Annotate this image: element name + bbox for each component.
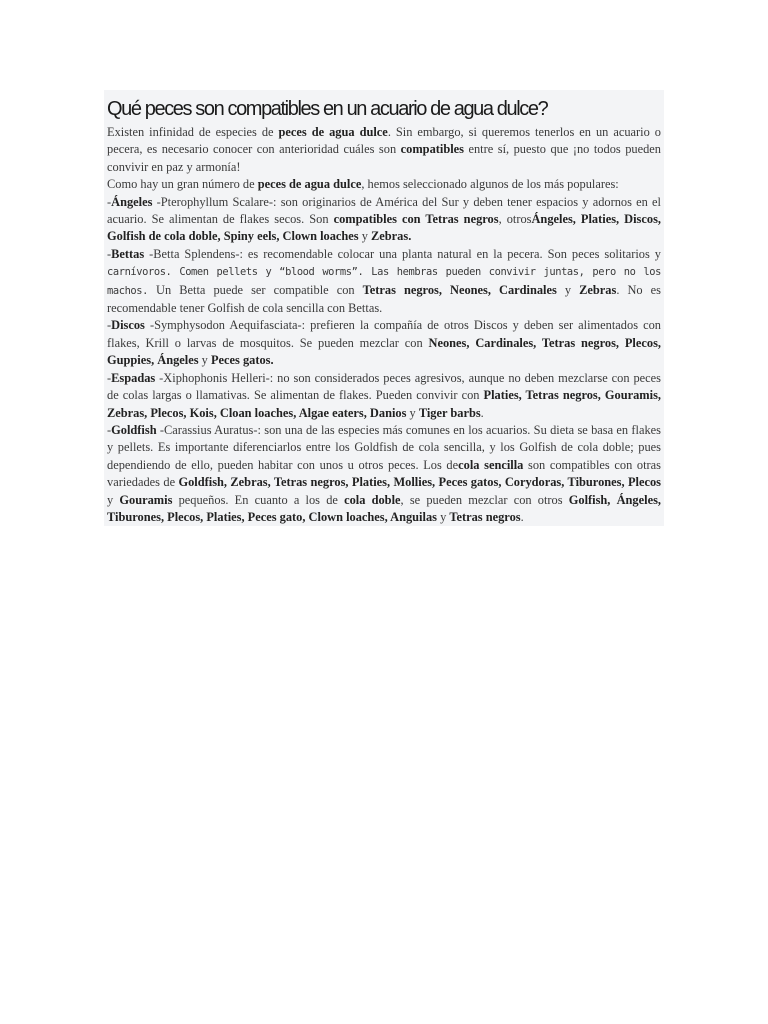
text-run: y bbox=[358, 229, 372, 244]
text-run: . bbox=[520, 509, 524, 524]
bold-text: Zebras. bbox=[371, 229, 412, 244]
bold-text: Peces gatos. bbox=[210, 353, 274, 368]
text-run: y bbox=[556, 282, 580, 297]
species-name: Ángeles bbox=[111, 194, 153, 209]
species-discos bbox=[107, 317, 661, 369]
text-run: son compatibles con otras variedades de bbox=[107, 457, 662, 490]
mono-text-run: carnívoros. Comen pellets y “blood worms”. Las hembras pueden convivir juntas, pero no los machos. bbox=[107, 266, 661, 297]
bold-text: Goldfish, Zebras, Tetras negros, Platies, Mollies, Peces gatos, Corydoras, Tiburones, Plecos bbox=[178, 475, 661, 490]
bold-text: cola doble bbox=[344, 492, 401, 507]
text-run: -Betta Splendens-: es recomendable colocar una planta natural en la pecera. Son peces solitarios y bbox=[144, 246, 661, 261]
species-name: Discos bbox=[111, 318, 145, 333]
bold-text: peces de agua dulce bbox=[257, 177, 362, 192]
bold-text: Tetras negros bbox=[449, 509, 521, 524]
dash: - bbox=[107, 318, 112, 333]
bold-text: Gouramis bbox=[119, 492, 173, 507]
species-name: Bettas bbox=[111, 246, 145, 261]
text-run: y bbox=[406, 405, 419, 420]
text-run: Como hay un gran número de bbox=[107, 177, 258, 192]
bold-text: Neones, Cardinales, Tetras negros, Plecos, Guppies, Ángeles bbox=[107, 335, 661, 368]
bold-text: cola sencilla bbox=[458, 457, 524, 472]
selection-paragraph bbox=[107, 176, 661, 193]
species-name: Goldfish bbox=[111, 422, 157, 437]
text-run: y bbox=[436, 509, 450, 524]
text-run: -Xiphophonis Helleri-: no son considerados peces agresivos, aunque no deben mezclarse con peces de colas largas o llamativas. Se alimentan de flakes. Pueden convivir con bbox=[107, 370, 661, 403]
text-run: y bbox=[198, 353, 211, 368]
text-run: . No es recomendable tener Golfish de cola sencilla con Bettas. bbox=[107, 282, 661, 316]
bold-text: Ángeles, Platies, Discos, Golfish de cola doble, Spiny eels, Clown loaches bbox=[107, 212, 661, 244]
text-run: , hemos seleccionado algunos de los más populares: bbox=[361, 177, 619, 192]
text-run: -Carassius Auratus-: son una de las especies más comunes en los acuarios. Su dieta se basa en flakes y pellets. Es importante diferenciarlos entre los Goldfish de cola sencilla, y los Golfish de cola doble; pues dependiendo de ello, pueden habitar con unos u otros peces. Los de bbox=[107, 422, 661, 472]
text-run: . bbox=[480, 405, 484, 420]
text-run: Existen infinidad de especies de bbox=[107, 125, 279, 139]
bold-text: compatibles con Tetras negros bbox=[333, 212, 499, 227]
species-bettas bbox=[107, 246, 661, 318]
dash: - bbox=[107, 422, 112, 437]
text-run: Un Betta puede ser compatible con bbox=[148, 282, 363, 297]
dash: - bbox=[107, 246, 112, 261]
bold-text: Tetras negros, Neones, Cardinales bbox=[362, 282, 557, 297]
document-page bbox=[104, 90, 664, 526]
text-run: pequeños. En cuanto a los de bbox=[172, 492, 345, 507]
text-run: , se pueden mezclar con otros bbox=[400, 492, 569, 507]
text-run: -Symphysodon Aequifasciata-: prefieren la compañía de otros Discos y deben ser alimentados con flakes, Krill o larvas de mosquitos. Se pueden mezclar con bbox=[107, 318, 661, 350]
bold-text: Platies, Tetras negros, Gouramis, Zebras, Plecos, Kois, Cloan loaches, Algae eaters, Danios bbox=[107, 388, 661, 420]
dash: - bbox=[107, 370, 112, 385]
species-name: Espadas bbox=[111, 370, 156, 385]
page-title: Qué peces son compatibles en un acuario de agua dulce? bbox=[107, 98, 548, 120]
text-run: , otros bbox=[498, 212, 532, 227]
bold-text: Tiger barbs bbox=[418, 405, 481, 420]
text-run: entre sí, puesto que ¡no todos pueden convivir en paz y armonía! bbox=[107, 142, 661, 174]
text-run: . Sin embargo, si queremos tenerlos en un acuario o pecera, es necesario conocer con anterioridad cuáles son bbox=[107, 125, 661, 157]
bold-text: Golfish, Ángeles, Tiburones, Plecos, Platies, Peces gato, Clown loaches, Anguilas bbox=[107, 492, 661, 524]
bold-text: compatibles bbox=[400, 142, 464, 157]
species-espadas bbox=[107, 370, 661, 422]
intro-paragraph bbox=[107, 124, 661, 176]
bold-text: Zebras bbox=[579, 282, 617, 297]
dash: - bbox=[107, 194, 112, 209]
article-body bbox=[107, 124, 661, 526]
bold-text: peces de agua dulce bbox=[278, 125, 388, 139]
text-run: y bbox=[107, 492, 120, 507]
text-run: -Pterophyllum Scalare-: son originarios de América del Sur y deben tener espacios y adornos en el acuario. Se alimentan de flakes secos. Son bbox=[107, 194, 661, 227]
species-goldfish bbox=[107, 422, 661, 526]
species-angeles bbox=[107, 194, 661, 246]
